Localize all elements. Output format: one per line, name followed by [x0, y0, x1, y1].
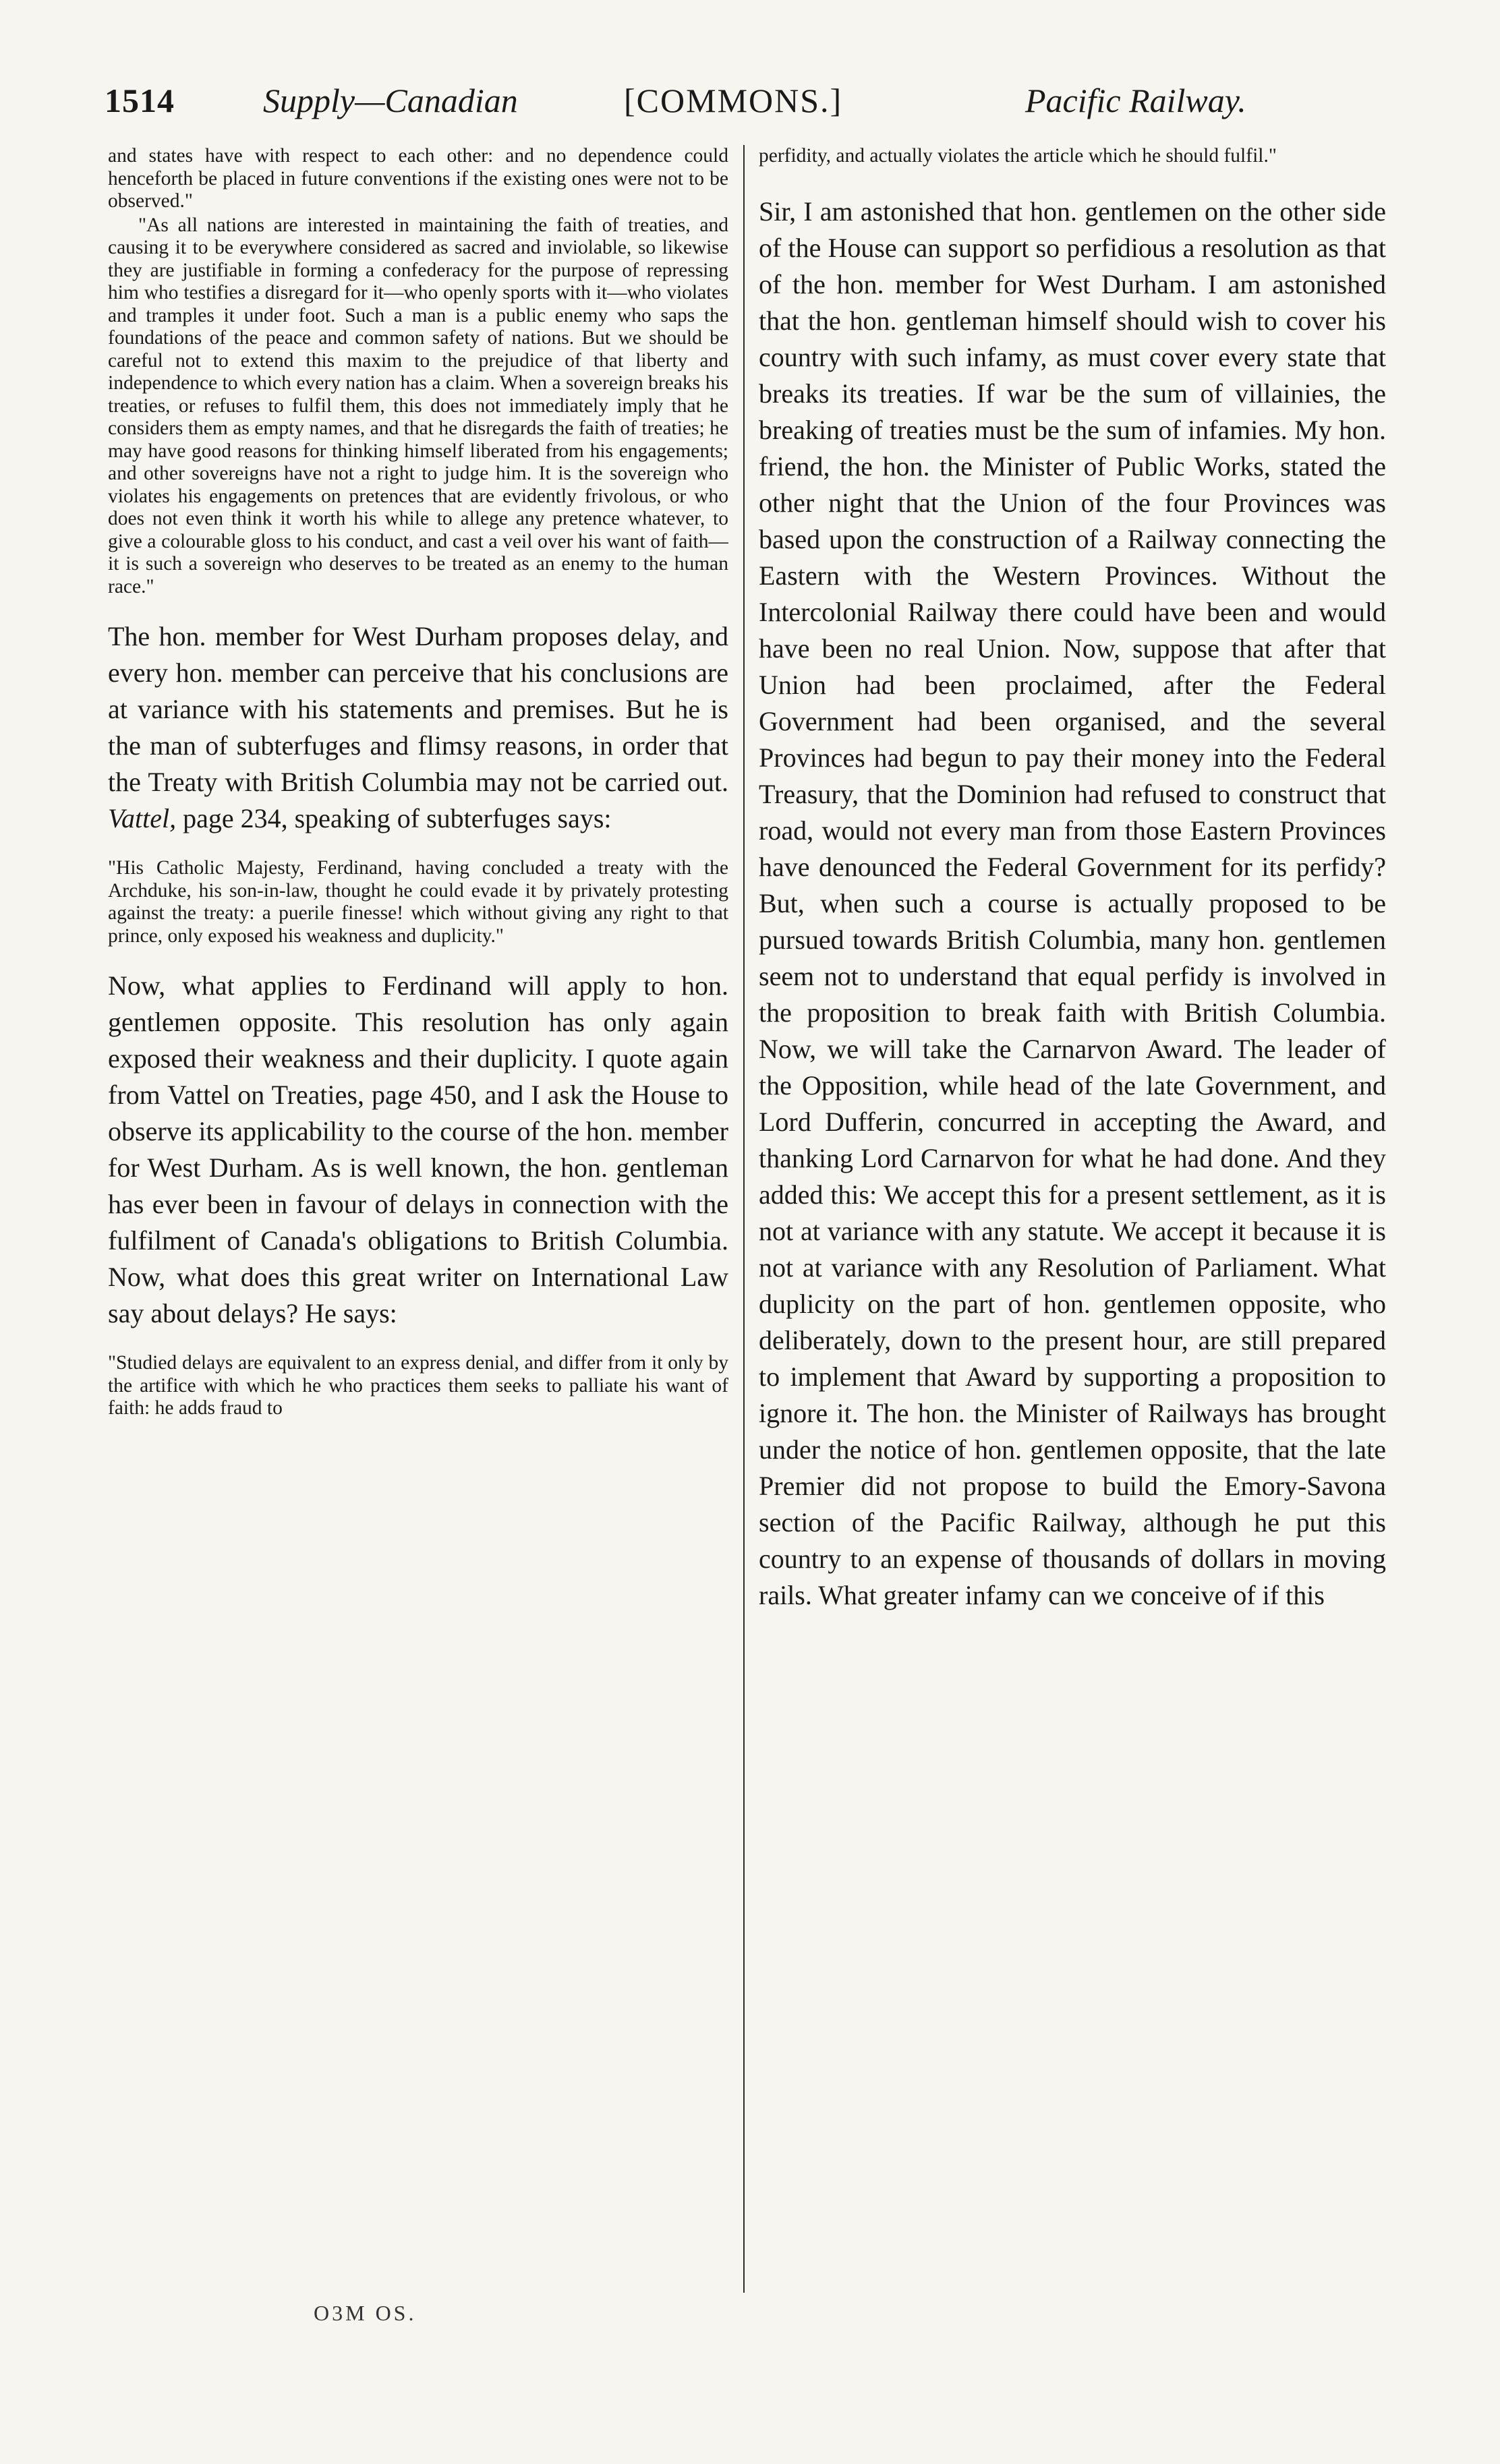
quote-paragraph: "As all nations are interested in maintaining the faith of treaties, and causing it to be everywhere considered as sacred and inviolable, so likewise they are justifiable in forming a confederacy for the purpose of repressing him who testifies a disregard for it—who openly sports with it—who violates and tramples it under foot. Such a man is a public enemy who saps the foundations of the peace and common safety of nations. But we should be careful not to extend this maxim to the prejudice of that liberty and independence to which every nation has a claim. When a sovereign breaks his treaties, or refuses to fulfil them, this does not immediately imply that he considers them as empty names, and that he disregards the faith of treaties; he may have good reasons for thinking himself liberated from his engagements; and other sovereigns have not a right to judge him. It is the sovereign who violates his engagements on pretences that are evidently frivolous, or who does not even think it worth his while to allege any pretence whatever, to give a colourable gloss to his conduct, and cast a veil over his want of faith—it is such a sovereign who deserves to be treated as an enemy to the human race." — [108, 214, 728, 597]
speech-text: The hon. member for West Durham proposes delay, and every hon. member can perceive that his conclusions are at variance with his statements and premises. But he is the man of subterfuges and flimsy reasons, in order that the Treaty with British Columbia may not be carried out. — [108, 621, 728, 797]
citation-ref: Vattel, — [108, 803, 177, 833]
page-header — [105, 67, 1400, 128]
speech-paragraph: Sir, I am astonished that hon. gentlemen on the other side of the House can support so perfidious a resolution as that of the hon. member for West Durham. I am astonished that the hon. gentleman himself should wish to cover his country with such infamy, as must cover every state that breaks its treaties. If war be the sum of villainies, the breaking of treaties must be the sum of infamies. My hon. friend, the hon. the Minister of Public Works, stated the other night that the Union of the four Provinces was based upon the construction of a Railway connecting the Eastern with the Western Provinces. Without the Intercolonial Railway there could have been and would have been no real Union. Now, suppose that after that Union had been proclaimed, after the Federal Government had been organised, and the several Provinces had begun to pay their money into the Federal Treasury, that the Dominion had refused to construct that road, would not every man from those Eastern Provinces have denounced the Federal Government for its perfidy? But, when such a course is actually proposed to be pursued towards British Columbia, many hon. gentlemen seem not to understand that equal perfidy is involved in the proposition to break faith with British Columbia. Now, we will take the Carnarvon Award. The leader of the Opposition, while head of the late Government, and Lord Dufferin, concurred in accepting the Award, and thanking Lord Carnarvon for what he had done. And they added this: We accept this for a present settlement, as it is not at variance with any statute. We accept it because it is not at variance with any Resolution of Parliament. What duplicity on the part of hon. gentlemen opposite, who deliberately, down to the present hour, are still prepared to implement that Award by supporting a proposition to ignore it. The hon. the Minister of Railways has brought under the notice of hon. gentlemen opposite, that the late Premier did not propose to build the Emory-Savona section of the Pacific Railway, although he put this country to an expense of thousands of dollars in moving rails. What greater infamy can we conceive of if this — [759, 196, 1386, 1610]
footer-mark: O3M OS. — [314, 2301, 417, 2325]
speech-paragraph — [108, 618, 728, 837]
running-title-right: Pacific Railway. — [1025, 82, 1246, 119]
quote-paragraph: "His Catholic Majesty, Ferdinand, having concluded a treaty with the Archduke, his son-in-law, thought he could evade it by privately protesting against the treaty: a puerile finesse! which without giving any right to that prince, only exposed his weakness and duplicity." — [108, 857, 728, 947]
speech-text: page 234, speaking of subterfuges says: — [183, 803, 612, 833]
speech-paragraph: Now, what applies to Ferdinand will apply to hon. gentlemen opposite. This resolution has only again exposed their weakness and their duplicity. I quote again from Vattel on Treaties, page 450, and I ask the House to observe its applicability to the course of the hon. member for West Durham. As is well known, the hon. gentleman has ever been in favour of delays in connection with the fulfilment of Canada's obligations to British Columbia. Now, what does this great writer on International Law say about delays? He says: — [108, 970, 728, 1328]
running-title-center: [COMMONS.] — [624, 82, 843, 119]
left-column — [108, 145, 728, 2293]
quote-paragraph: perfidity, and actually violates the article which he should fulfil." — [759, 145, 1277, 167]
quote-paragraph: "Studied delays are equivalent to an express denial, and differ from it only by the artifice with which he who practices them seeks to palliate his want of faith: he adds fraud to — [108, 1352, 728, 1419]
column-divider — [743, 145, 745, 2293]
page-number: 1514 — [105, 82, 175, 119]
right-column — [759, 145, 1386, 2293]
quote-paragraph: and states have with respect to each other: and no dependence could henceforth be placed in future conventions if the existing ones were not to be observed." — [108, 145, 728, 212]
running-title-left: Supply—Canadian — [263, 82, 518, 119]
